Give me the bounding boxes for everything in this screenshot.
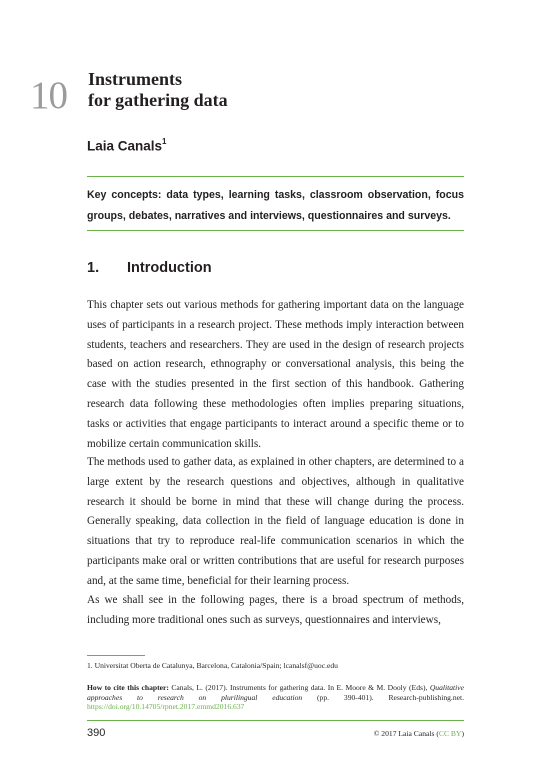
chapter-title (88, 69, 228, 111)
paragraph-2: The methods used to gather data, as explained in other chapters, are determined to a large extent by the research questions and objectives, although in qualitative research it should be borne in mind that these will change during the process. Generally speaking, data collection in the field of language education is done in situations that try to reproduce real-life communication scenarios in which the participants make oral or written contributions that are useful for research purposes and, at the same time, beneficial for their learning process. (87, 456, 464, 587)
footnote-divider (87, 655, 145, 656)
key-concepts: Key concepts: data types, learning tasks, classroom observation, focus groups, debates, narratives and interviews, questionnaires and surveys. (87, 189, 464, 222)
copyright-notice (374, 729, 464, 738)
doi-link[interactable]: https://doi.org/10.14705/rpnet.2017.emmd2016.637 (87, 702, 245, 711)
chapter-title-line-2: for gathering data (88, 90, 228, 110)
paragraph-3: As we shall see in the following pages, there is a broad spectrum of methods, including more traditional ones such as surveys, questionnaires and interviews, (87, 594, 464, 626)
citation-block (87, 683, 464, 712)
citation-text-b: (pp. 390-401). Research-publishing.net. (302, 692, 464, 702)
section-title: Introduction (127, 260, 212, 276)
divider-top (87, 176, 464, 177)
author-footnote-mark[interactable]: 1 (162, 137, 167, 146)
footnote: 1. Universitat Oberta de Catalunya, Barcelona, Catalonia/Spain; lcanalsf@uoc.edu (87, 661, 338, 670)
page-number: 390 (87, 727, 106, 739)
chapter-number: 10 (30, 74, 67, 117)
section-number: 1. (87, 260, 100, 276)
citation-label: How to cite this chapter: (87, 683, 169, 692)
author-name (87, 138, 167, 154)
author-name-text: Laia Canals (87, 138, 163, 154)
citation-text-a: Canals, L. (2017). Instruments for gathering data. In E. Moore & M. Dooly (Eds), (168, 683, 430, 692)
divider-bottom (87, 230, 464, 231)
citation-book-title: Qualitative approaches to research on plurilingual education (87, 683, 464, 702)
copyright-text: © 2017 Laia Canals ( (373, 729, 439, 738)
chapter-title-line-1: Instruments (88, 69, 183, 89)
paragraph-1: This chapter sets out various methods for gathering important data on the language uses of participants in a research project. These methods imply interaction between students, teachers and researchers. They are used in the design of research projects based on action research, ethnography or conversational analysis, this being the case with the studies presented in the first section of this handbook. Gathering research data following these methodologies often implies preparing situations, tasks or activities that engage participants to interact around a specific theme or to mobilize certain communication skills. (87, 299, 464, 450)
section-heading (87, 260, 212, 276)
copyright-close: ) (461, 729, 464, 738)
license-link[interactable]: CC BY (438, 729, 462, 738)
footer-divider (87, 720, 464, 721)
